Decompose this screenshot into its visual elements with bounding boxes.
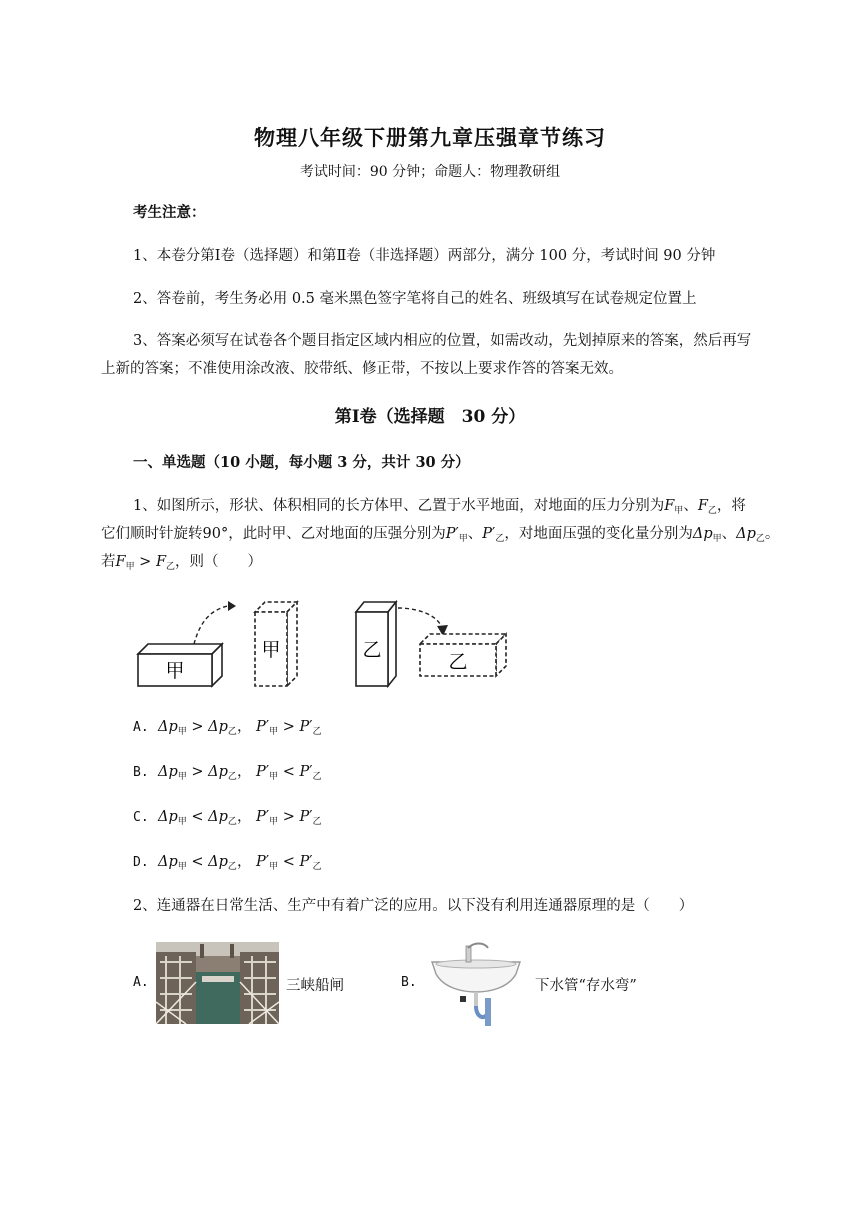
section-title: 第Ⅰ卷（选择题 30 分）: [334, 407, 526, 427]
q2-option-a-label[interactable]: A.: [133, 975, 149, 990]
sink-trap-illustration: [428, 940, 524, 1026]
q1-line-1: 1、如图所示，形状、体积相同的长方体甲、乙置于水平地面，对地面的压力分别为$F_甲$、$F_乙$，将: [133, 498, 746, 516]
q1-line-3: 若$F_甲 > F_乙$，则（ ）: [101, 554, 263, 572]
q2-option-b-caption: 下水管“存水弯”: [535, 978, 637, 994]
exam-info: 考试时间：90 分钟；命题人：物理教研组: [299, 164, 561, 180]
block-yi-lying-label: 乙: [448, 651, 468, 673]
q1-line-2: 它们顺时针旋转90°，此时甲、乙对地面的压强分别为$P'_甲$、$P'_乙$，对地面压强的变化量分别为$\Delta p_甲$、$\Delta p_乙$。: [101, 526, 780, 544]
q2-text: 2、连通器在日常生活、生产中有着广泛的应用。以下没有利用连通器原理的是（ ）: [133, 898, 694, 914]
notice-item-1: 1、本卷分第Ⅰ卷（选择题）和第Ⅱ卷（非选择题）两部分，满分 100 分，考试时间 90 分钟: [133, 248, 716, 264]
q1-option-d[interactable]: D. $\Delta p_甲 < \Delta p_乙$， $P'_甲 < P'_乙$: [133, 854, 322, 872]
notice-item-2: 2、答卷前，考生务必用 0.5 毫米黑色签字笔将自己的姓名、班级填写在试卷规定位置上: [133, 291, 697, 307]
block-jia-standing-label: 甲: [261, 639, 281, 661]
q1-option-a[interactable]: A. $\Delta p_甲 > \Delta p_乙$， $P'_甲 > P'_乙$: [133, 719, 322, 737]
arrowhead-1: [228, 601, 236, 611]
block-yi-label: 乙: [362, 639, 382, 661]
q2-option-a-caption: 三峡船闸: [286, 978, 344, 994]
q1-figure: [130, 592, 520, 696]
page-title: 物理八年级下册第九章压强章节练习: [254, 125, 606, 150]
q1-option-b[interactable]: B. $\Delta p_甲 > \Delta p_乙$， $P'_甲 < P'_乙$: [133, 764, 322, 782]
notice-heading: 考生注意：: [133, 204, 206, 221]
rotate-arrow-1: [194, 606, 228, 644]
notice-item-3: 3、答案必须写在试卷各个题目指定区域内相应的位置，如需改动，先划掉原来的答案，然后再写: [133, 333, 752, 349]
ship-lock-photo: [156, 942, 279, 1024]
rotate-arrow-2: [398, 608, 442, 628]
block-jia-label: 甲: [165, 660, 185, 682]
notice-item-3-cont: 上新的答案；不准使用涂改液、胶带纸、修正带，不按以上要求作答的答案无效。: [101, 361, 623, 377]
q1-option-c[interactable]: C. $\Delta p_甲 < \Delta p_乙$， $P'_甲 > P'_乙$: [133, 809, 322, 827]
part-heading: 一、单选题（10 小题，每小题 3 分，共计 30 分）: [133, 454, 470, 471]
q2-option-b-label[interactable]: B.: [401, 975, 417, 990]
